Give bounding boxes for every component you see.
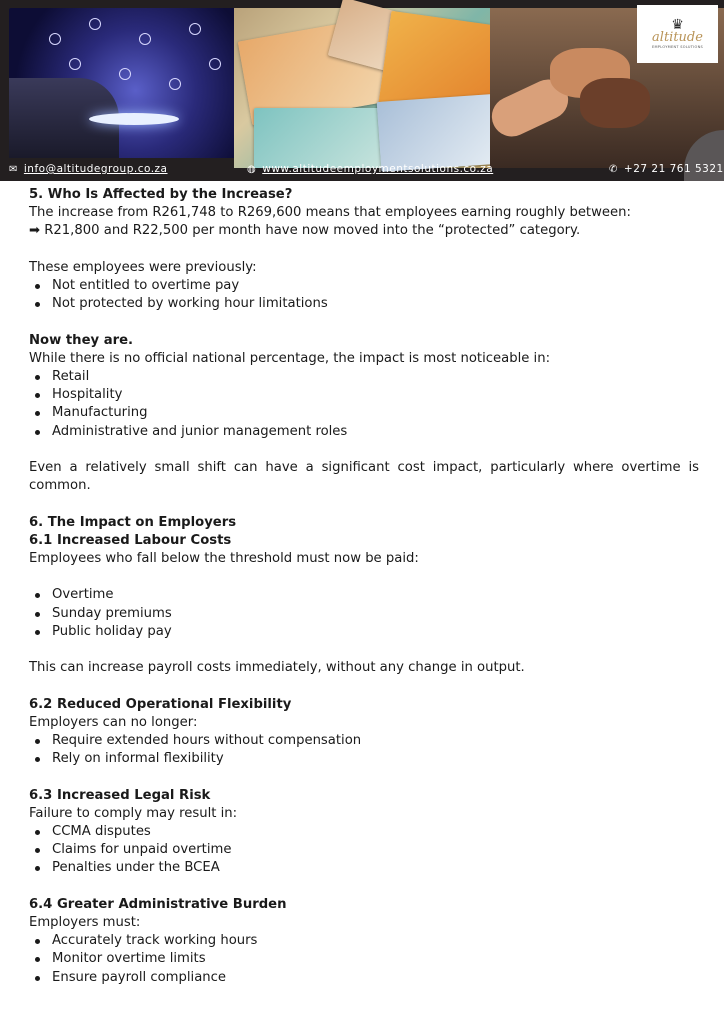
bullet-list [29,586,699,641]
paragraph: Employees who fall below the threshold must now be paid: [29,551,419,566]
list-item: Ensure payroll compliance [29,969,699,987]
envelope-icon: ✉ [9,163,18,175]
network-hand-image [9,8,239,158]
list-item: Hospitality [29,386,699,404]
list-item: Not entitled to overtime pay [29,277,699,295]
paragraph: Even a relatively small shift can have a significant cost impact, particularly where overtime is common. [29,460,699,494]
paragraph: This can increase payroll costs immediately, without any change in output. [29,660,525,676]
section-5-heading: 5. Who Is Affected by the Increase? [29,187,293,202]
page-header [0,0,724,181]
paragraph: These employees were previously: [29,259,257,275]
list-item: Rely on informal flexibility [29,750,699,768]
section-6-4-heading: 6.4 Greater Administrative Burden [29,896,287,912]
contact-email[interactable] [9,160,168,178]
website-link[interactable]: www.altitudeemploymentsolutions.co.za [262,163,494,175]
list-item: Require extended hours without compensation [29,732,699,750]
contact-phone [609,160,724,178]
section-6-1-heading: 6.1 Increased Labour Costs [29,532,232,548]
list-item: Claims for unpaid overtime [29,841,699,859]
banknotes-image [234,8,492,168]
paragraph: Failure to comply may result in: [29,805,238,821]
list-item: CCMA disputes [29,823,699,841]
list-item: Public holiday pay [29,623,699,641]
section-6-heading: 6. The Impact on Employers [29,514,237,530]
paragraph: The increase from R261,748 to R269,600 means that employees earning roughly between: [29,205,631,221]
bullet-list [29,368,699,441]
list-item: Accurately track working hours [29,932,699,950]
list-item: Administrative and junior management roles [29,423,699,441]
paragraph: While there is no official national percentage, the impact is most noticeable in: [29,350,551,366]
list-item: Retail [29,368,699,386]
section-6-2-heading: 6.2 Reduced Operational Flexibility [29,696,292,712]
paragraph: Employers must: [29,914,141,930]
list-item: Sunday premiums [29,605,699,623]
phone-icon: ✆ [609,163,618,175]
document-body [29,186,699,987]
bullet-list [29,732,699,768]
list-item: Penalties under the BCEA [29,859,699,877]
contact-website[interactable] [247,160,493,178]
bullet-list [29,277,699,313]
phone-number: +27 21 761 5321 [623,163,724,175]
globe-icon: ◍ [247,163,257,175]
company-logo: ♛ altitude EMPLOYMENT SOLUTIONS [637,5,718,63]
bullet-list [29,932,699,987]
bullet-list [29,823,699,878]
subheading: Now they are. [29,332,134,348]
paragraph: Employers can no longer: [29,714,198,730]
crown-icon: ♛ [671,17,684,33]
email-link[interactable]: info@altitudegroup.co.za [23,163,168,175]
paragraph: ➡ R21,800 and R22,500 per month have now moved into the “protected” category. [29,223,581,239]
list-item: Manufacturing [29,404,699,422]
list-item: Overtime [29,586,699,604]
section-6-3-heading: 6.3 Increased Legal Risk [29,787,211,803]
list-item: Not protected by working hour limitations [29,295,699,313]
list-item: Monitor overtime limits [29,950,699,968]
